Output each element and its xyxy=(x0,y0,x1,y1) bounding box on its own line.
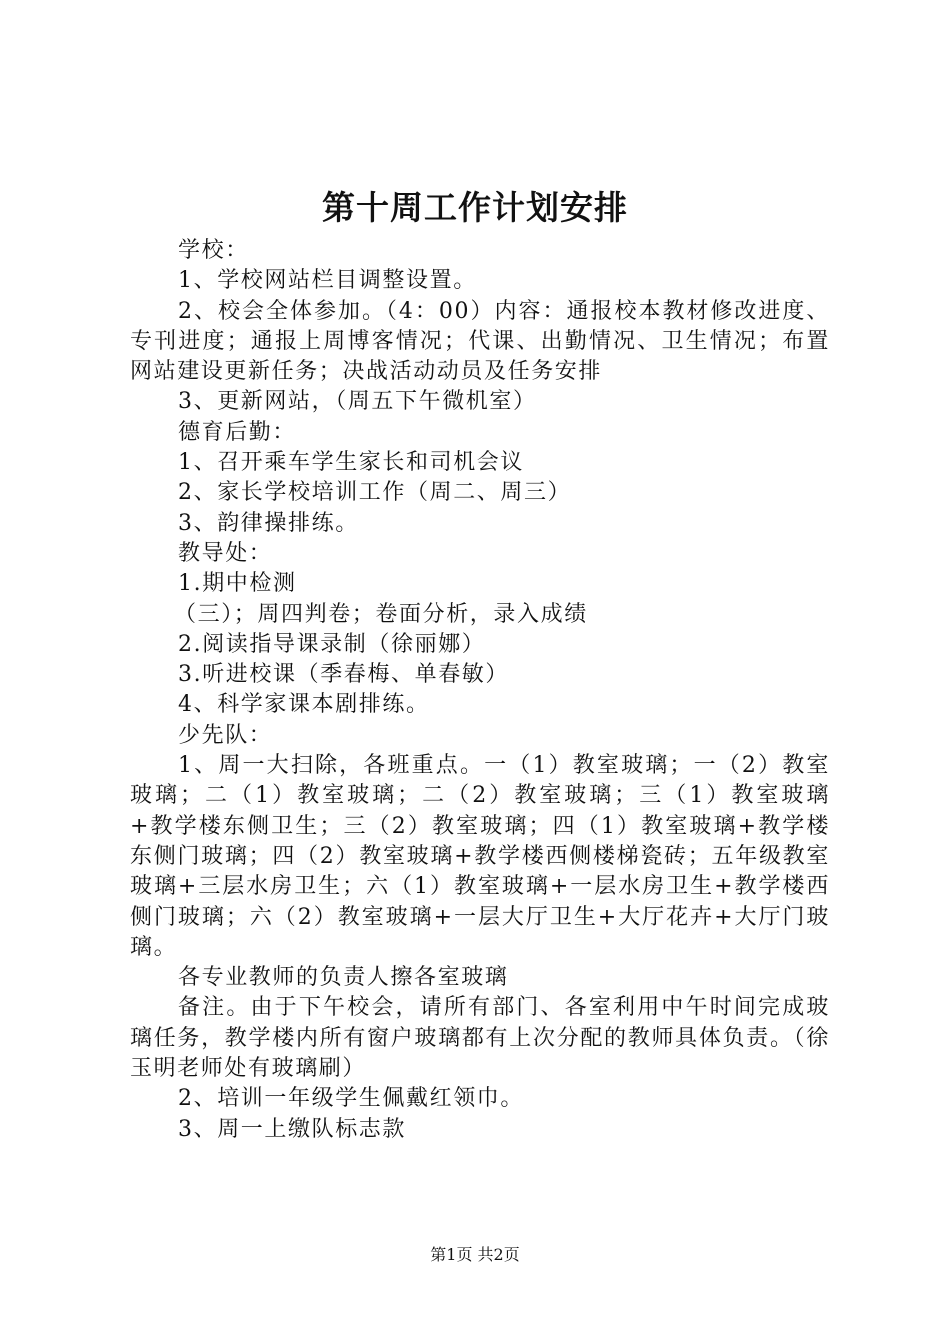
section-heading-moral-logistics: 德育后勤： xyxy=(178,419,297,445)
paragraph: 2、家长学校培训工作（周二、周三） xyxy=(178,480,572,506)
section-heading-school: 学校： xyxy=(178,238,249,263)
page-footer: 第1页 共2页 xyxy=(430,1245,520,1264)
paragraph: 3、周一上缴队标志款 xyxy=(178,1116,406,1142)
paragraph: 2、培训一年级学生佩戴红领巾。 xyxy=(178,1086,524,1112)
paragraph: 1、周一大扫除，各班重点。一（1）教室玻璃；一（2）教室玻璃；二（1）教室玻璃；二（2）教室玻璃；三（1）教室玻璃+教学楼东侧卫生；三（2）教室玻璃；四（1）教室玻璃+教学楼东侧门玻璃；四（2）教室玻璃+教学楼西侧楼梯瓷砖；五年级教室玻璃+三层水房卫生；六（1）教室玻璃+一层水房卫生+教学楼西侧门玻璃；六（2）教室玻璃+一层大厅卫生+大厅花卉+大厅门玻璃。 xyxy=(130,753,830,960)
section-heading-young-pioneers: 少先队： xyxy=(178,722,273,748)
paragraph: 3.听进校课（季春梅、单春敏） xyxy=(178,662,509,688)
paragraph: 3、韵律操排练。 xyxy=(178,510,359,536)
paragraph: 3、更新网站，（周五下午微机室） xyxy=(178,389,537,415)
paragraph: （三）；周四判卷；卷面分析，录入成绩 xyxy=(174,601,588,627)
paragraph: 2、校会全体参加。（4：00）内容：通报校本教材修改进度、专刊进度；通报上周博客情况；代课、出勤情况、卫生情况；布置网站建设更新任务；决战活动动员及任务安排 xyxy=(130,298,830,385)
paragraph: 备注。由于下午校会，请所有部门、各室利用中午时间完成玻璃任务，教学楼内所有窗户玻璃都有上次分配的教师具体负责。（徐玉明老师处有玻璃刷） xyxy=(130,995,830,1082)
paragraph: 4、科学家课本剧排练。 xyxy=(178,692,430,718)
page-title: 第十周工作计划安排 xyxy=(322,188,628,227)
paragraph: 2.阅读指导课录制（徐丽娜） xyxy=(178,631,486,657)
section-heading-academic-office: 教导处： xyxy=(178,540,273,566)
document-body xyxy=(130,236,830,1145)
paragraph: 1、召开乘车学生家长和司机会议 xyxy=(178,450,524,476)
paragraph: 1.期中检测 xyxy=(178,571,297,597)
paragraph: 1、学校网站栏目调整设置。 xyxy=(178,268,477,294)
paragraph: 各专业教师的负责人擦各室玻璃 xyxy=(178,965,509,991)
